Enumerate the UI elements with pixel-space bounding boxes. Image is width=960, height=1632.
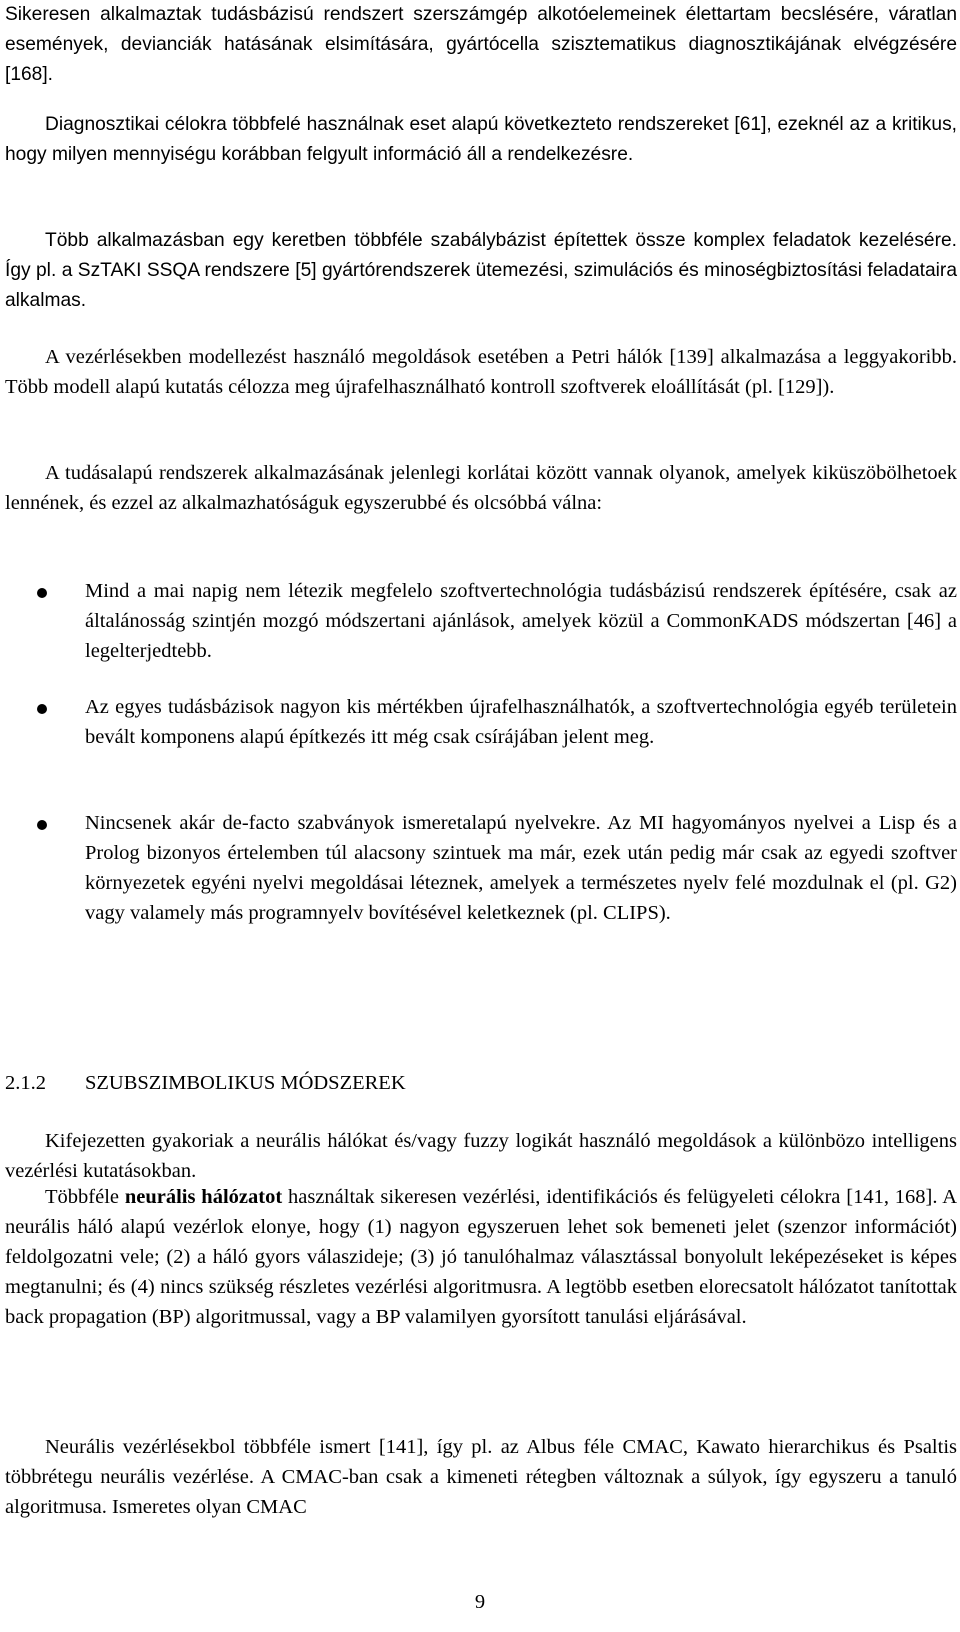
bullet-icon — [37, 820, 47, 830]
paragraph-petri-nets: A vezérlésekben modellezést használó megoldások esetében a Petri hálók [139] alkalmazása a leggyakoribb. Több modell alapú kutatás célozza meg újrafelhasználható kontroll szoftverek eloállítását (pl. [129]). — [5, 346, 957, 398]
paragraph-knowledge-base-applications: Sikeresen alkalmaztak tudásbázisú rendszert szerszámgép alkotóelemeinek élettartam becslésére, váratlan események, devianciák hatásának elsimítására, gyártócella szisztematikus diagnosztikájának elvégzésére [168]. — [5, 4, 957, 85]
list-item-text: Az egyes tudásbázisok nagyon kis mértékben újrafelhasználhatók, a szoftvertechnológia egyéb területein bevált komponens alapú építkezés itt még csak csírájában jelent meg. — [85, 696, 957, 748]
section-title: SZUBSZIMBOLIKUS MÓDSZEREK — [85, 1072, 406, 1094]
paragraph-case-based-diagnostics: Diagnosztikai célokra többfelé használnak eset alapú következteto rendszereket [61], ezeknél az a kritikus, hogy milyen mennyiségu korábban felgyult információ áll a rendelkezésre. — [5, 114, 957, 165]
list-item-text: Nincsenek akár de-facto szabványok ismeretalapú nyelvekre. Az MI hagyományos nyelvei a Lisp és a Prolog bizonyos értelemben túl alacsony szintuek ma már, ezek után pedig már csak az egyedi szoftver környezetek egyéni nyelvi megoldásai léteznek, amelyek a természetes nyelv felé mozdulnak el (pl. G2) vagy valamely más programnyelv bovítésével keletkeznek (pl. CLIPS). — [85, 812, 957, 924]
bullet-icon — [37, 704, 47, 714]
bullet-icon — [37, 588, 47, 598]
paragraph-limitations-intro: A tudásalapú rendszerek alkalmazásának jelenlegi korlátai között vannak olyanok, amelyek kiküszöbölhetoek lennének, és ezzel az alkalmazhatóságuk egyszerubbé és olcsóbbá válna: — [5, 462, 957, 514]
bold-term: neurális hálózatot — [124, 1186, 283, 1208]
paragraph-neural-control-types: Neurális vezérlésekbol többféle ismert [141], így pl. az Albus féle CMAC, Kawato hierarchikus és Psaltis többrétegu neurális vezérlése. A CMAC-ban csak a kimeneti rétegben változnak a súlyok, így egyszeru a tanuló algoritmusa. Ismeretes olyan CMAC — [5, 1436, 957, 1518]
section-heading — [5, 1068, 406, 1098]
paragraph-neural-fuzzy: Kifejezetten gyakoriak a neurális hálókat és/vagy fuzzy logikát használó megoldások a különbözo intelligens vezérlési kutatásokban. — [5, 1130, 957, 1182]
paragraph-text-start: Többféle — [45, 1186, 125, 1208]
paragraph-text-rest: használtak sikeresen vezérlési, identifikációs és felügyeleti célokra [141, 168]. A neurális háló alapú vezérlok elonye, hogy (1) nagyon egyszeruen lehet sok bemeneti jelet (szenzor információt) feldolgozatni vele; (2) a háló gyors válaszideje; (3) jó tanulóhalmaz választással bonyolult leképezéseket is képes megtanulni; és (4) nincs szükség részletes vezérlési algoritmusra. A legtöbb esetben elorecsatolt hálózatot tanítottak back propagation (BP) algoritmussal, vagy a BP valamilyen gyorsított tanulási eljárásával. — [5, 1186, 958, 1328]
paragraph-neural-networks — [5, 1182, 957, 1332]
page-number: 9 — [474, 1591, 486, 1613]
section-number: 2.1.2 — [5, 1072, 46, 1094]
paragraph-multiple-rule-bases: Több alkalmazásban egy keretben többféle szabálybázist építettek össze komplex feladatok kezelésére. Így pl. a SzTAKI SSQA rendszere [5] gyártórendszerek ütemezési, szimulációs és minoségbiztosítási feladataira alkalmas. — [5, 230, 957, 311]
list-item-text: Mind a mai napig nem létezik megfelelo szoftvertechnológia tudásbázisú rendszerek építésére, csak az általánosság szintjén mozgó módszertani ajánlások, amelyek közül a CommonKADS módszertan [46] a legelterjedtebb. — [85, 580, 957, 662]
